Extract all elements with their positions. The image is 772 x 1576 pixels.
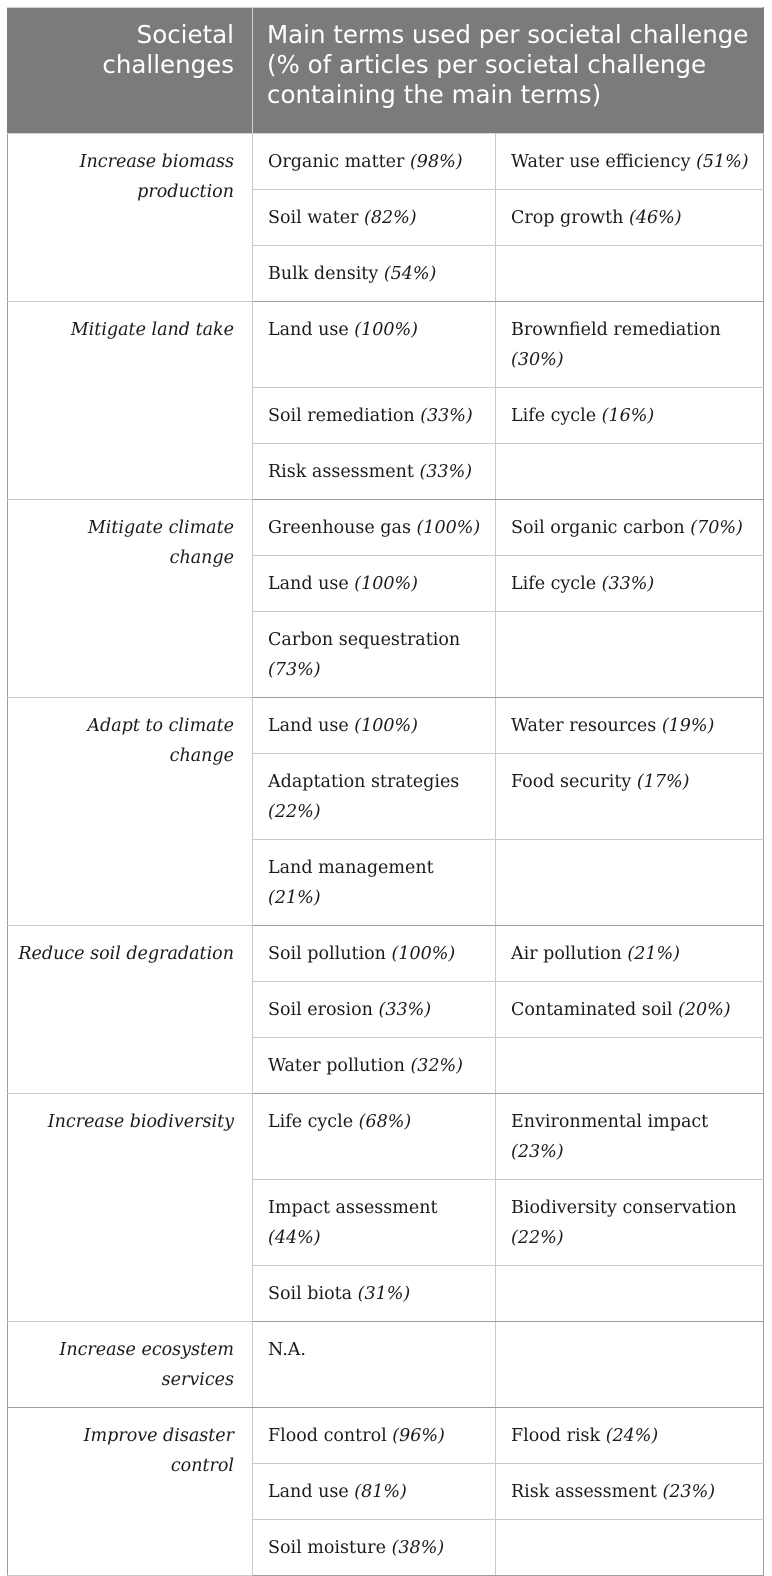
term-cell: Flood risk (24%) — [496, 1408, 764, 1464]
table-row — [8, 926, 764, 982]
term-cell: Soil erosion (33%) — [253, 982, 496, 1038]
term-cell: Air pollution (21%) — [496, 926, 764, 982]
societal-challenges-table — [7, 7, 764, 1576]
challenge-cell: Increase biodiversity — [8, 1094, 253, 1322]
term-cell: Impact assessment (44%) — [253, 1180, 496, 1266]
table-row — [8, 698, 764, 754]
term-cell: Soil moisture (38%) — [253, 1520, 496, 1576]
term-cell: Bulk density (54%) — [253, 246, 496, 302]
term-cell: Land management (21%) — [253, 840, 496, 926]
term-cell: Land use (100%) — [253, 302, 496, 388]
term-cell: Soil biota (31%) — [253, 1266, 496, 1322]
term-cell: Carbon sequestration (73%) — [253, 612, 496, 698]
table-header — [8, 8, 764, 134]
term-cell: N.A. — [253, 1322, 496, 1408]
header-main-terms: Main terms used per societal challenge (% of articles per societal challenge containing the main terms) — [253, 8, 764, 134]
empty-cell — [496, 1266, 764, 1322]
term-cell: Land use (81%) — [253, 1464, 496, 1520]
empty-cell — [496, 1520, 764, 1576]
term-cell: Adaptation strategies (22%) — [253, 754, 496, 840]
challenge-cell: Mitigate land take — [8, 302, 253, 500]
empty-cell — [496, 612, 764, 698]
challenge-cell: Adapt to climate change — [8, 698, 253, 926]
term-cell: Water resources (19%) — [496, 698, 764, 754]
term-cell: Risk assessment (33%) — [253, 444, 496, 500]
term-cell: Soil pollution (100%) — [253, 926, 496, 982]
table-row — [8, 1094, 764, 1180]
header-societal-challenges: Societal challenges — [8, 8, 253, 134]
empty-cell — [496, 444, 764, 500]
term-cell: Risk assessment (23%) — [496, 1464, 764, 1520]
term-cell: Brownfield remediation (30%) — [496, 302, 764, 388]
term-cell: Water use efficiency (51%) — [496, 134, 764, 190]
challenge-cell: Increase ecosystem services — [8, 1322, 253, 1408]
term-cell: Soil organic carbon (70%) — [496, 500, 764, 556]
term-cell: Soil water (82%) — [253, 190, 496, 246]
term-cell: Biodiversity conservation (22%) — [496, 1180, 764, 1266]
term-cell: Land use (100%) — [253, 556, 496, 612]
term-cell: Greenhouse gas (100%) — [253, 500, 496, 556]
table-row — [8, 1322, 764, 1408]
term-cell: Flood control (96%) — [253, 1408, 496, 1464]
term-cell: Water pollution (32%) — [253, 1038, 496, 1094]
term-cell: Crop growth (46%) — [496, 190, 764, 246]
empty-cell — [496, 1322, 764, 1408]
table-row — [8, 1408, 764, 1464]
term-cell: Soil remediation (33%) — [253, 388, 496, 444]
challenge-cell: Increase biomass production — [8, 134, 253, 302]
empty-cell — [496, 840, 764, 926]
empty-cell — [496, 246, 764, 302]
term-cell: Food security (17%) — [496, 754, 764, 840]
challenge-cell: Mitigate climate change — [8, 500, 253, 698]
term-cell: Life cycle (16%) — [496, 388, 764, 444]
term-cell: Land use (100%) — [253, 698, 496, 754]
table-row — [8, 134, 764, 190]
term-cell: Life cycle (68%) — [253, 1094, 496, 1180]
term-cell: Life cycle (33%) — [496, 556, 764, 612]
table-row — [8, 500, 764, 556]
table-row — [8, 302, 764, 388]
term-cell: Contaminated soil (20%) — [496, 982, 764, 1038]
challenge-cell: Improve disaster control — [8, 1408, 253, 1576]
term-cell: Environmental impact (23%) — [496, 1094, 764, 1180]
empty-cell — [496, 1038, 764, 1094]
term-cell: Organic matter (98%) — [253, 134, 496, 190]
challenge-cell: Reduce soil degradation — [8, 926, 253, 1094]
